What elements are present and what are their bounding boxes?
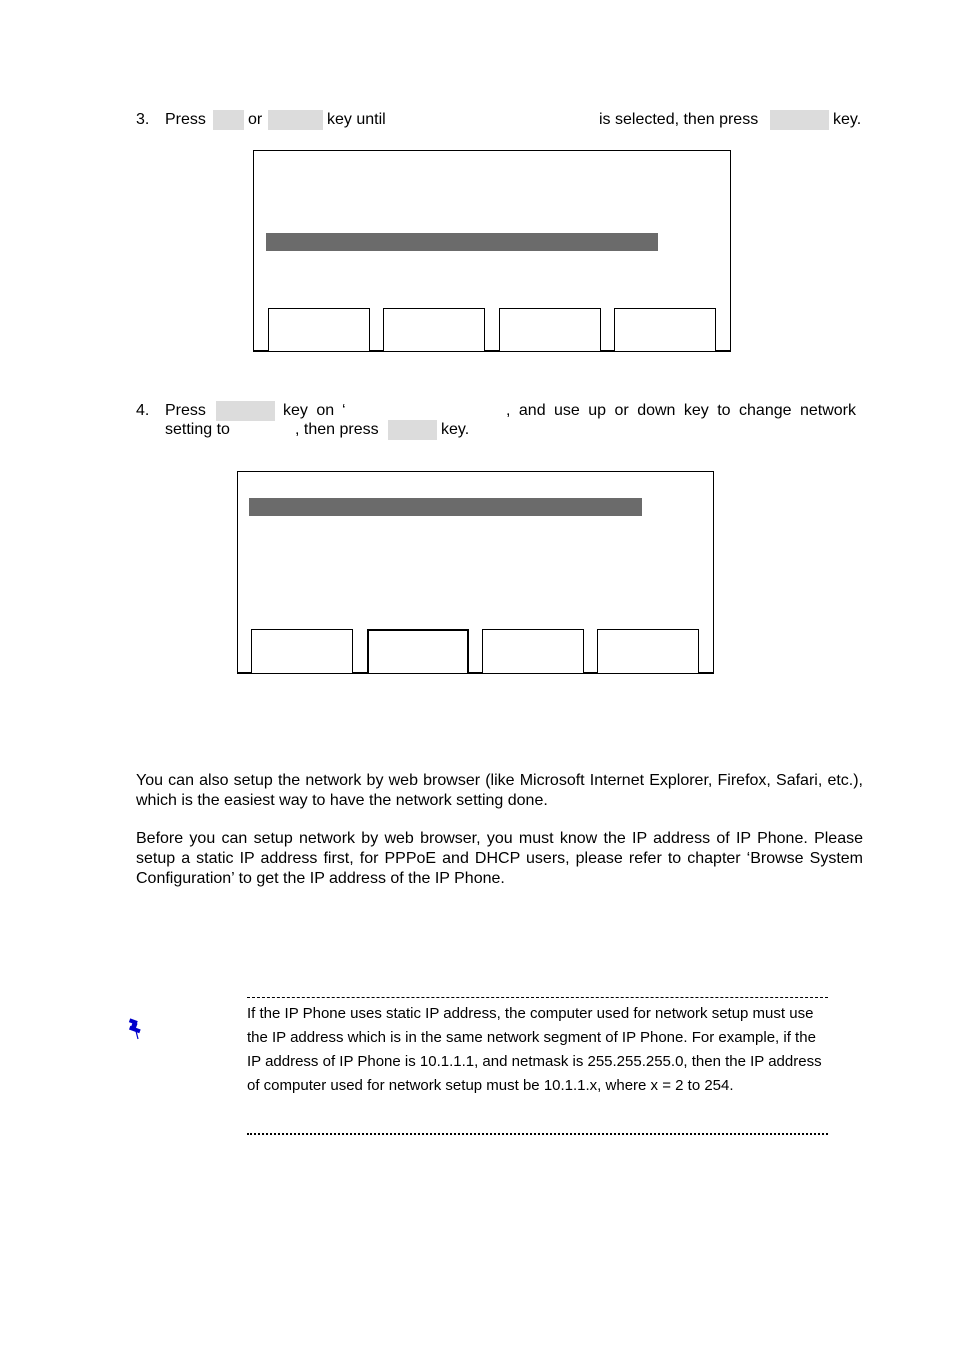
step4-number: 4. [136, 402, 150, 419]
softkey-2 [367, 629, 469, 673]
ok-key-placeholder [770, 110, 829, 130]
note-text: If the IP Phone uses static IP address, the computer used for network setup must use the IP address which is in the same network segment of IP Phone. For example, if the IP address of IP Phone is 10.1.1.1, and netmask is 255.255.255.0, then the IP address of computer used for network setup must be 10.1.1.x, where x = 2 to 254. [247, 1005, 822, 1094]
step4-quote: ‘ [342, 402, 346, 419]
down-key-placeholder [268, 110, 323, 130]
lcd-screen-1 [253, 150, 731, 352]
softkey-1 [268, 308, 370, 351]
step3-is-selected: is selected, then press [599, 111, 759, 128]
paragraph-before-setup: Before you can setup network by web browser, you must know the IP address of IP Phone. Please setup a static IP address first, for PPPoE and DHCP users, please refer to chapter ‘Browse System Configuration’ to get the IP address of the IP Phone. [136, 830, 863, 887]
softkey-1 [251, 629, 353, 673]
step4-key-on: key on [283, 402, 335, 419]
step3-key-until: key until [327, 111, 386, 128]
step3-or: or [248, 111, 263, 128]
step3-key-end: key. [833, 111, 862, 128]
step4-key-end: key. [441, 421, 470, 438]
softkey-3 [499, 308, 601, 351]
softkey-2 [383, 308, 485, 351]
step3-number: 3. [136, 111, 150, 128]
pushpin-icon [127, 1018, 145, 1040]
ok-key-placeholder-3 [388, 420, 437, 440]
note-divider-top [247, 997, 828, 998]
selected-menu-row [266, 233, 658, 251]
step4-press: Press [165, 402, 206, 419]
note-divider-bottom [247, 1133, 828, 1135]
lcd-screen-2 [237, 471, 714, 674]
step4-setting-to: setting to [165, 421, 230, 438]
up-key-placeholder [213, 110, 244, 130]
softkey-3 [482, 629, 584, 673]
step4-and-use: , and use up or down key to change network [506, 402, 856, 419]
ok-key-placeholder-2 [216, 401, 275, 421]
softkey-4 [614, 308, 716, 351]
step4-then-press: , then press [295, 421, 379, 438]
selected-setting-row [249, 498, 642, 516]
step3-press: Press [165, 111, 206, 128]
softkey-4 [597, 629, 699, 673]
paragraph-web-browser: You can also setup the network by web browser (like Microsoft Internet Explorer, Firefox, Safari, etc.), which is the easiest way to have the network setting done. [136, 772, 863, 809]
